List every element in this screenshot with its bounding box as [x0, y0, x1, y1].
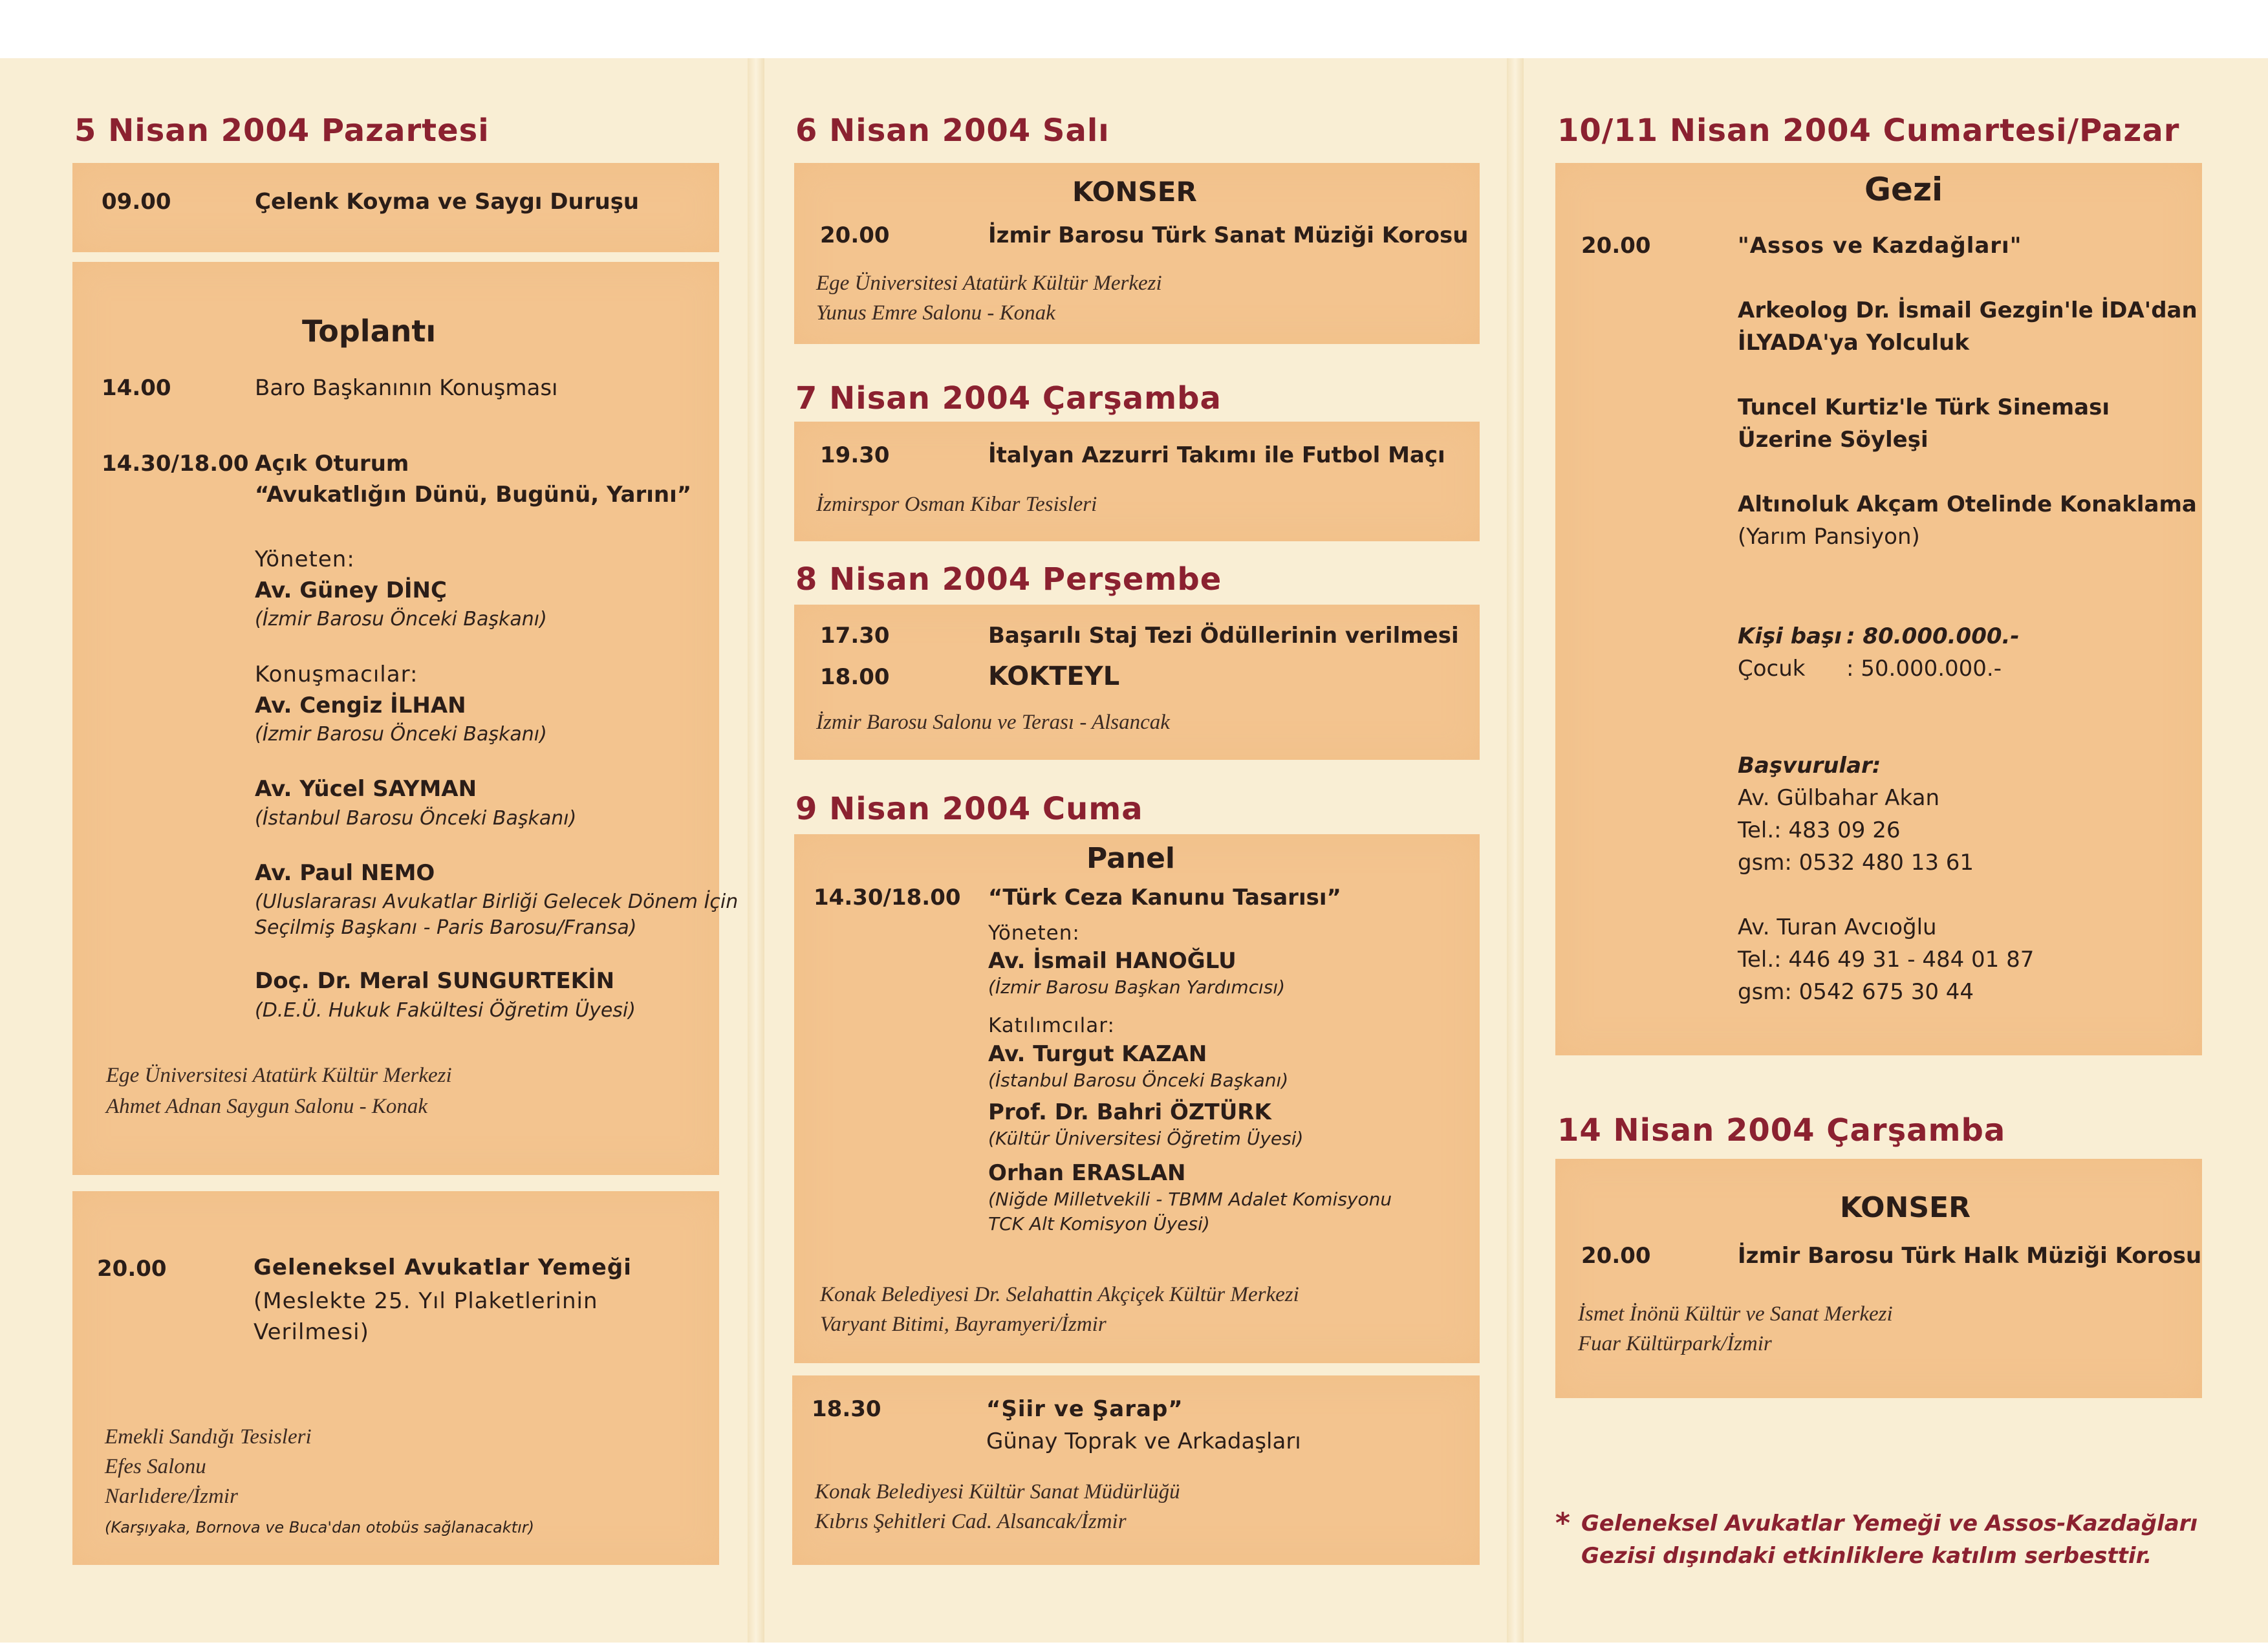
footnote-line2: Gezisi dışındaki etkinliklere katılım serbesttir.	[1581, 1543, 2152, 1569]
event-title: "Assos ve Kazdağları"	[1738, 233, 2022, 259]
event-time: 18.30	[812, 1396, 881, 1422]
venue-line: Fuar Kültürpark/İzmir	[1578, 1332, 1772, 1355]
event-time: 20.00	[1581, 1243, 1651, 1269]
program-item: Arkeolog Dr. İsmail Gezgin'le İDA'dan	[1738, 297, 2198, 323]
moderator-label: Yöneten:	[255, 546, 355, 572]
speaker-name: Prof. Dr. Bahri ÖZTÜRK	[988, 1099, 1271, 1125]
event-time: 20.00	[820, 222, 890, 248]
contact-phone: Tel.: 446 49 31 - 484 01 87	[1738, 947, 2035, 973]
event-time: 17.30	[820, 623, 890, 649]
speaker-role: (Uluslararası Avukatlar Birliği Gelecek Dönem İçin	[255, 890, 739, 913]
program-item-line2: Üzerine Söyleşi	[1738, 427, 1928, 453]
contact-mobile: gsm: 0532 480 13 61	[1738, 850, 1974, 876]
contact-name: Av. Turan Avcıoğlu	[1738, 914, 1937, 940]
speaker-role: (İzmir Barosu Önceki Başkanı)	[255, 723, 547, 746]
venue-line: Ege Üniversitesi Atatürk Kültür Merkezi	[816, 272, 1162, 295]
footnote-line: Geleneksel Avukatlar Yemeği ve Assos-Kazdağları	[1581, 1511, 2198, 1536]
event-time: 19.30	[820, 442, 890, 468]
event-box-dinner	[72, 1191, 719, 1565]
day-heading-5-april: 5 Nisan 2004 Pazartesi	[74, 113, 490, 149]
event-title: “Türk Ceza Kanunu Tasarısı”	[988, 885, 1341, 911]
day-heading-7-april: 7 Nisan 2004 Çarşamba	[795, 380, 1222, 416]
event-title: İtalyan Azzurri Takımı ile Futbol Maçı	[988, 442, 1445, 468]
section-heading: KONSER	[1072, 176, 1197, 208]
venue-line: Kıbrıs Şehitleri Cad. Alsancak/İzmir	[815, 1510, 1127, 1533]
event-box-concert	[794, 163, 1480, 344]
fold-line-1	[748, 58, 764, 1643]
day-heading-14-april: 14 Nisan 2004 Çarşamba	[1557, 1112, 2006, 1148]
speaker-role: (İzmir Barosu Başkan Yardımcısı)	[988, 976, 1286, 998]
speaker-role-line2: Seçilmiş Başkanı - Paris Barosu/Fransa)	[255, 916, 637, 939]
section-heading: Toplantı	[302, 314, 437, 349]
contact-phone: Tel.: 483 09 26	[1738, 817, 1901, 843]
section-heading: Panel	[1086, 842, 1176, 875]
fold-line-2	[1507, 58, 1524, 1643]
speaker-name: Av. Paul NEMO	[255, 860, 435, 886]
event-time: 14.30/18.00	[814, 885, 961, 911]
speaker-name: Doç. Dr. Meral SUNGURTEKİN	[255, 968, 615, 994]
event-subtitle-line2: Verilmesi)	[254, 1319, 369, 1345]
venue-line: Yunus Emre Salonu - Konak	[816, 301, 1055, 325]
event-title: Baro Başkanının Konuşması	[255, 375, 558, 401]
speaker-name: Av. Turgut KAZAN	[988, 1041, 1207, 1067]
speaker-name: Av. Cengiz İLHAN	[255, 693, 466, 718]
speaker-role: (D.E.Ü. Hukuk Fakültesi Öğretim Üyesi)	[255, 999, 636, 1022]
participants-label: Katılımcılar:	[988, 1014, 1115, 1037]
speaker-name: Av. Güney DİNÇ	[255, 577, 447, 603]
day-heading-6-april: 6 Nisan 2004 Salı	[795, 113, 1110, 149]
program-item: Altınoluk Akçam Otelinde Konaklama	[1738, 491, 2197, 517]
event-title: İzmir Barosu Türk Sanat Müziği Korosu	[988, 222, 1469, 248]
speaker-role: (İstanbul Barosu Önceki Başkanı)	[255, 807, 577, 830]
event-box-panel	[794, 834, 1480, 1363]
bus-note: (Karşıyaka, Bornova ve Buca'dan otobüs sağlanacaktır)	[105, 1518, 534, 1536]
applications-label: Başvurular:	[1738, 753, 1881, 779]
price-label: Kişi başı	[1738, 623, 1842, 649]
event-title: “Şiir ve Şarap”	[986, 1396, 1183, 1422]
venue-line: İzmir Barosu Salonu ve Terası - Alsancak	[816, 711, 1170, 734]
speaker-role: (İzmir Barosu Önceki Başkanı)	[255, 608, 547, 630]
event-time: 20.00	[97, 1256, 167, 1282]
event-title: Çelenk Koyma ve Saygı Duruşu	[255, 189, 640, 215]
footnote-asterisk: *	[1555, 1507, 1571, 1540]
event-title: İzmir Barosu Türk Halk Müziği Korosu	[1738, 1243, 2202, 1269]
price-value: : 80.000.000.-	[1846, 623, 2020, 649]
event-title: Geleneksel Avukatlar Yemeği	[254, 1255, 632, 1280]
contact-name: Av. Gülbahar Akan	[1738, 785, 1940, 811]
event-box-awards	[794, 605, 1480, 760]
day-heading-8-april: 8 Nisan 2004 Perşembe	[795, 561, 1222, 598]
venue-line: Konak Belediyesi Kültür Sanat Müdürlüğü	[815, 1480, 1180, 1503]
contact-mobile: gsm: 0542 675 30 44	[1738, 979, 1974, 1005]
speaker-role: (İstanbul Barosu Önceki Başkanı)	[988, 1070, 1289, 1091]
venue-line: Emekli Sandığı Tesisleri	[105, 1425, 312, 1449]
event-time: 14.30/18.00	[102, 451, 249, 477]
event-box-concert-2	[1555, 1159, 2202, 1398]
program-item-line2: (Yarım Pansiyon)	[1738, 524, 1920, 550]
venue-line: İsmet İnönü Kültür ve Sanat Merkezi	[1578, 1302, 1893, 1326]
venue-line: İzmirspor Osman Kibar Tesisleri	[816, 493, 1097, 516]
event-title: Açık Oturum	[255, 451, 409, 477]
day-heading-10-11-april: 10/11 Nisan 2004 Cumartesi/Pazar	[1557, 113, 2180, 149]
event-box-trip	[1555, 163, 2202, 1055]
section-heading: Gezi	[1864, 171, 1943, 208]
program-item: Tuncel Kurtiz'le Türk Sineması	[1738, 394, 2110, 420]
speakers-label: Konuşmacılar:	[255, 662, 418, 687]
event-time: 14.00	[102, 375, 171, 401]
event-title: KOKTEYL	[988, 662, 1120, 691]
speaker-role: (Kültür Üniversitesi Öğretim Üyesi)	[988, 1128, 1304, 1149]
moderator-label: Yöneten:	[988, 921, 1080, 945]
event-subtitle: “Avukatlığın Dünü, Bugünü, Yarını”	[255, 482, 692, 508]
venue-line: Ahmet Adnan Saygun Salonu - Konak	[106, 1095, 428, 1118]
event-time: 18.00	[820, 664, 890, 690]
venue-line: Varyant Bitimi, Bayramyeri/İzmir	[820, 1313, 1107, 1336]
event-box-meeting	[72, 262, 739, 1175]
price-label: Çocuk	[1738, 656, 1806, 682]
program-item-line2: İLYADA'ya Yolculuk	[1738, 330, 1969, 356]
event-time: 20.00	[1581, 233, 1651, 259]
speaker-name: Av. İsmail HANOĞLU	[988, 948, 1237, 974]
venue-line: Efes Salonu	[105, 1455, 206, 1478]
event-subtitle: Günay Toprak ve Arkadaşları	[986, 1428, 1301, 1454]
venue-line: Narlıdere/İzmir	[105, 1485, 238, 1508]
speaker-name: Av. Yücel SAYMAN	[255, 776, 477, 802]
section-heading: KONSER	[1840, 1191, 1971, 1224]
event-box-wreath	[72, 163, 719, 252]
day-heading-9-april: 9 Nisan 2004 Cuma	[795, 791, 1143, 827]
event-subtitle: (Meslekte 25. Yıl Plaketlerinin	[254, 1288, 598, 1314]
event-box-poetry	[792, 1375, 1480, 1565]
venue-line: Ege Üniversitesi Atatürk Kültür Merkezi	[106, 1064, 452, 1087]
venue-line: Konak Belediyesi Dr. Selahattin Akçiçek Kültür Merkezi	[820, 1283, 1299, 1306]
event-time: 09.00	[102, 189, 171, 215]
event-title: Başarılı Staj Tezi Ödüllerinin verilmesi	[988, 623, 1459, 649]
price-value: : 50.000.000.-	[1846, 656, 2002, 682]
speaker-role-line2: TCK Alt Komisyon Üyesi)	[988, 1213, 1210, 1234]
speaker-role: (Niğde Milletvekili - TBMM Adalet Komisyonu	[988, 1189, 1392, 1210]
event-box-football	[794, 422, 1480, 541]
speaker-name: Orhan ERASLAN	[988, 1160, 1186, 1186]
